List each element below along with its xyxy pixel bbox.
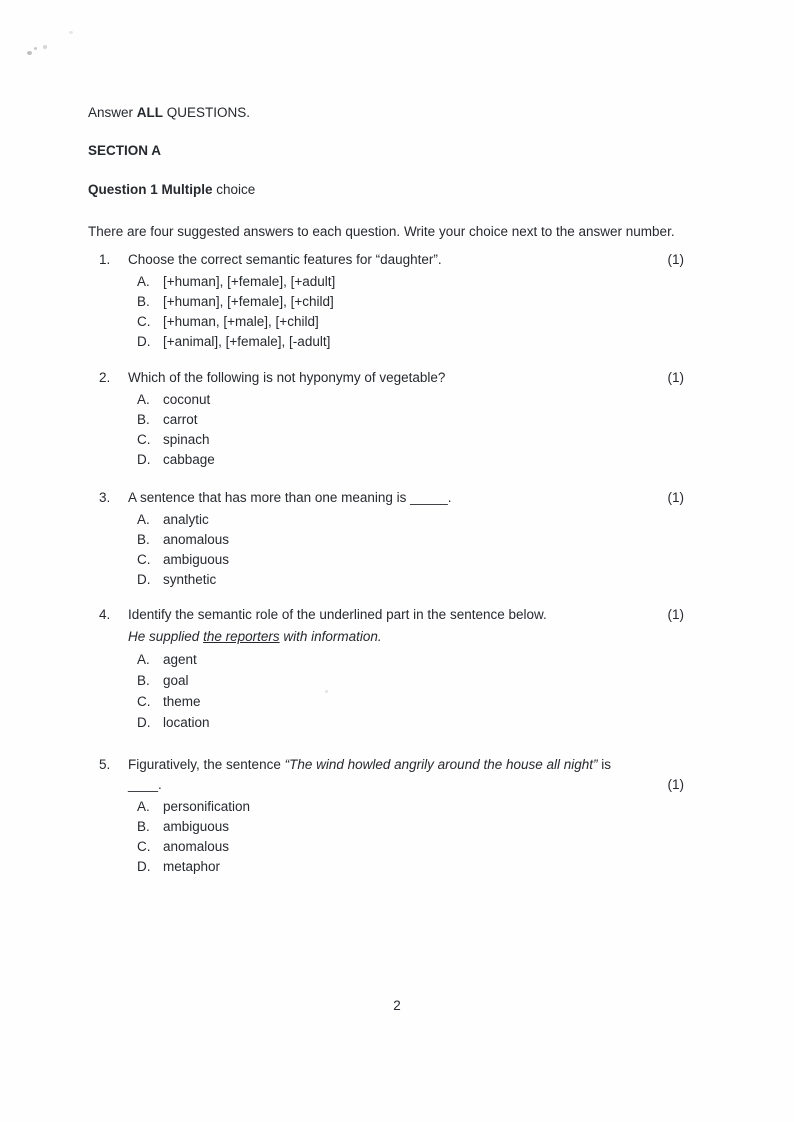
question-marks: (1) xyxy=(667,370,684,385)
question-title-bold: Question 1 Multiple xyxy=(88,182,213,197)
question-stem: Choose the correct semantic features for “daughter”. xyxy=(128,252,442,267)
option-letter: A. xyxy=(137,652,150,667)
option-text: ambiguous xyxy=(163,819,230,834)
question-stem: A sentence that has more than one meaning is _____. xyxy=(128,490,452,505)
option-text: goal xyxy=(163,673,189,688)
option-row xyxy=(99,510,684,530)
option-row xyxy=(99,837,684,857)
question-block-4 xyxy=(99,605,684,733)
option-letter: D. xyxy=(137,334,151,349)
option-letter: B. xyxy=(137,819,150,834)
question-block-1 xyxy=(99,250,684,352)
option-letter: C. xyxy=(137,694,151,709)
options-list xyxy=(99,649,684,733)
question-marks: (1) xyxy=(667,490,684,505)
question-head xyxy=(99,250,684,270)
scan-artifact xyxy=(27,51,32,55)
option-row xyxy=(99,272,684,292)
question-title xyxy=(88,180,684,200)
options-list xyxy=(99,272,684,352)
option-text: anomalous xyxy=(163,839,230,854)
option-text: coconut xyxy=(163,392,211,407)
question-number: 2. xyxy=(99,370,111,385)
option-letter: D. xyxy=(137,572,151,587)
question-stem xyxy=(128,755,684,775)
option-row xyxy=(99,797,684,817)
scan-artifact xyxy=(325,690,328,693)
answer-prefix: Answer xyxy=(88,105,137,120)
options-list xyxy=(99,797,684,877)
question-number: 4. xyxy=(99,607,111,622)
option-letter: C. xyxy=(137,432,151,447)
option-row xyxy=(99,649,684,670)
question-marks: (1) xyxy=(667,777,684,792)
question-title-regular: choice xyxy=(212,182,256,197)
option-text: analytic xyxy=(163,512,209,527)
option-text: spinach xyxy=(163,432,210,447)
question-block-2 xyxy=(99,368,684,470)
option-row xyxy=(99,691,684,712)
option-letter: D. xyxy=(137,715,151,730)
options-list xyxy=(99,510,684,590)
option-row xyxy=(99,292,684,312)
option-letter: A. xyxy=(137,799,150,814)
question-block-5 xyxy=(99,755,684,877)
option-text: location xyxy=(163,715,210,730)
answer-suffix: QUESTIONS. xyxy=(163,105,251,120)
option-text: theme xyxy=(163,694,201,709)
question-stem: Identify the semantic role of the underlined part in the sentence below. xyxy=(128,607,547,622)
scan-artifact xyxy=(69,31,73,34)
option-letter: D. xyxy=(137,859,151,874)
question-number: 3. xyxy=(99,490,111,505)
example-suffix: with information. xyxy=(279,629,382,644)
option-letter: D. xyxy=(137,452,151,467)
question-block-3 xyxy=(99,488,684,590)
blank-line xyxy=(99,775,684,795)
option-text: metaphor xyxy=(163,859,221,874)
stem-prefix: Figuratively, the sentence xyxy=(128,757,285,772)
question-head xyxy=(99,605,684,625)
stem-quoted-sentence: “The wind howled angrily around the house all night” xyxy=(284,757,598,772)
option-text: anomalous xyxy=(163,532,230,547)
option-text: [+human], [+female], [+child] xyxy=(163,294,334,309)
scan-artifact xyxy=(43,45,47,49)
question-head xyxy=(99,488,684,508)
option-row xyxy=(99,670,684,691)
underlined-phrase: the reporters xyxy=(203,629,280,644)
question-marks: (1) xyxy=(667,607,684,622)
option-row xyxy=(99,570,684,590)
question-marks: (1) xyxy=(667,252,684,267)
option-row xyxy=(99,530,684,550)
question-stem: Which of the following is not hyponymy of vegetable? xyxy=(128,370,446,385)
scan-artifact xyxy=(34,47,37,50)
option-letter: B. xyxy=(137,532,150,547)
example-prefix: He supplied xyxy=(128,629,204,644)
option-text: agent xyxy=(163,652,197,667)
option-letter: B. xyxy=(137,673,150,688)
option-row xyxy=(99,410,684,430)
option-letter: B. xyxy=(137,294,150,309)
option-text: [+human], [+female], [+adult] xyxy=(163,274,336,289)
option-text: carrot xyxy=(163,412,198,427)
option-text: [+human, [+male], [+child] xyxy=(163,314,319,329)
answer-blank: ____. xyxy=(128,777,162,792)
question-head xyxy=(99,368,684,388)
options-list xyxy=(99,390,684,470)
option-letter: C. xyxy=(137,314,151,329)
option-row xyxy=(99,817,684,837)
section-title: SECTION A xyxy=(88,143,162,158)
option-letter: A. xyxy=(137,512,150,527)
option-text: ambiguous xyxy=(163,552,230,567)
option-letter: C. xyxy=(137,552,151,567)
option-text: synthetic xyxy=(163,572,217,587)
stem-suffix: is xyxy=(597,757,612,772)
page-number: 2 xyxy=(393,998,401,1013)
question-number: 5. xyxy=(99,757,111,772)
example-sentence xyxy=(99,627,684,647)
option-text: [+animal], [+female], [-adult] xyxy=(163,334,331,349)
option-letter: C. xyxy=(137,839,151,854)
option-row xyxy=(99,390,684,410)
option-letter: A. xyxy=(137,274,150,289)
option-row xyxy=(99,430,684,450)
answer-instruction xyxy=(88,103,684,123)
option-row xyxy=(99,712,684,733)
option-row xyxy=(99,312,684,332)
option-row xyxy=(99,332,684,352)
option-text: cabbage xyxy=(163,452,215,467)
question-number: 1. xyxy=(99,252,111,267)
option-row xyxy=(99,857,684,877)
option-letter: B. xyxy=(137,412,150,427)
question-head xyxy=(99,755,684,775)
option-letter: A. xyxy=(137,392,150,407)
option-row xyxy=(99,450,684,470)
option-row xyxy=(99,550,684,570)
option-text: personification xyxy=(163,799,251,814)
instructions-text: There are four suggested answers to each question. Write your choice next to the answer number. xyxy=(88,224,675,239)
answer-bold-word: ALL xyxy=(136,105,164,120)
